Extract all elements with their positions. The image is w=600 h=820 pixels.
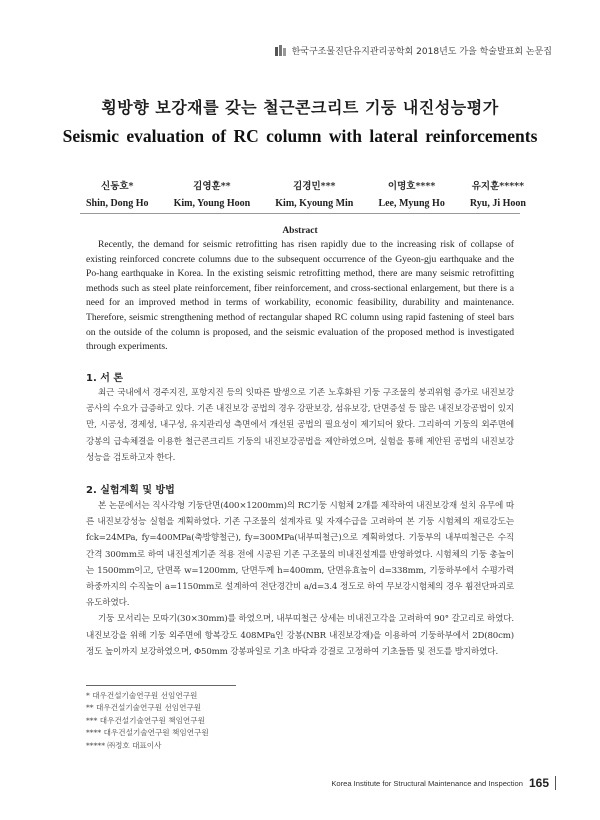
footnote: ** 대우건설기술연구원 선임연구원 bbox=[86, 703, 202, 713]
section-body-introduction bbox=[86, 385, 514, 466]
paragraph: 기둥 모서리는 모따기(30×30mm)를 하였으며, 내부띠철근 상세는 비내진고각을 고려하여 90° 갈고리로 하였다. 내진보강을 위해 기둥 외주면에 항복강도 408MPa인 강봉(NBR 내진보강재)을 이용하여 기둥하부에서 2D(80cm)정도 높이까지 보강하였으며, Φ50mm 강봉파일로 기초 바닥과 강결로 고정하여 기초들뜸 및 전도를 방지하였다. bbox=[86, 614, 514, 657]
page-footer bbox=[331, 776, 556, 790]
author-name-english: Shin, Dong Ho bbox=[86, 198, 149, 209]
footnote: *** 대우건설기술연구원 책임연구원 bbox=[86, 715, 205, 725]
footnotes bbox=[86, 690, 209, 752]
section-title-experiment: 2. 실험계획 및 방법 bbox=[86, 485, 175, 496]
footer-institution: Korea Institute for Structural Maintenance and Inspection bbox=[331, 778, 523, 788]
author bbox=[86, 178, 149, 212]
journal-name: 한국구조물진단유지관리공학회 2018년도 가을 학술발표회 논문집 bbox=[291, 47, 552, 57]
journal-logo-icon bbox=[275, 45, 288, 56]
author-name-english: Kim, Young Hoon bbox=[173, 198, 251, 209]
author-name-english: Ryu, Ji Hoon bbox=[469, 198, 526, 209]
footnote: ***** ㈜정호 대표이사 bbox=[86, 740, 162, 750]
author-name-korean: 김영훈** bbox=[193, 181, 231, 192]
section-title-introduction: 1. 서 론 bbox=[86, 373, 124, 384]
author-list bbox=[86, 178, 526, 212]
author-name-korean: 김경민*** bbox=[293, 181, 336, 192]
abstract-heading: Abstract bbox=[282, 226, 318, 236]
author bbox=[275, 178, 353, 212]
author-name-korean: 신동호* bbox=[101, 181, 134, 192]
abstract-text: Recently, the demand for seismic retrofitting has risen rapidly due to the increasing risk of collapse of existing reinforced concrete columns due to the subsequent occurrence of the Gyeon-gju earthquake and the Po-hang earthquake in Korea. In the existing seismic retrofitting method, there are many seismic retrofitting methods such as steel plate reinforcement, fiber reinforcement, and cross-sectional enlargement, but there is a need for an improved method in terms of workability, economic feasibility, durability and maintenance. Therefore, seismic strengthening method of rectangular shaped RC column using rapid fastening of steel bars on the outside of the column is proposed, and the seismic evaluation of the proposed method is investigated through experiments. bbox=[86, 239, 514, 353]
footnote: **** 대우건설기술연구원 책임연구원 bbox=[86, 728, 209, 738]
page-number: 165 bbox=[529, 776, 556, 790]
section-body-experiment bbox=[86, 498, 514, 660]
author bbox=[174, 178, 251, 212]
paragraph: 최근 국내에서 경주지진, 포항지진 등의 잇따른 발생으로 기존 노후화된 기둥 구조물의 붕괴위험 증가로 내진보강공사의 수요가 급증하고 있다. 기존 내진보강 공법의 경우 강판보강, 섬유보강, 단면증설 등 많은 내진보강공법이 있지만, 시공성, 경제성, 내구성, 유지관리성 측면에서 개선된 공법의 필요성이 제기되어 왔다. 그리하여 기둥의 외주면에 강봉의 급속체결을 이용한 철근콘크리트 기둥의 내진보강공법을 제안하였으며, 실험을 통해 제안된 공법의 내진보강성능을 검토하고자 한다. bbox=[86, 388, 514, 463]
author-name-english: Lee, Myung Ho bbox=[378, 198, 445, 209]
footnote-divider bbox=[86, 685, 236, 686]
author-name-korean: 유지훈***** bbox=[471, 181, 525, 192]
footnote: * 대우건설기술연구원 선임연구원 bbox=[86, 691, 198, 700]
paragraph: 본 논문에서는 직사각형 기둥단면(400×1200mm)의 RC기둥 시험체 2개를 제작하여 내진보강재 설치 유무에 따른 내진보강성능 실험을 계획하였다. 기존 구조물의 설계자료 및 자재수급을 고려하여 본 기둥 시험체의 재료강도는 fck=24MPa, fy=400MPa(축방향철근), fy=300MPa(내부띠철근)으로 계획하였다. 기둥부의 내부띠철근은 수직간격 300mm로 하여 내진설계기준 적용 전에 시공된 기존 구조물의 비내진설계를 반영하였다. 시험체의 기둥 총높이는 1500mm이고, 단면폭 w=1200mm, 단면두께 h=400mm, 단면유효높이 d=338mm, 기둥하부에서 수평가력하중까지의 수직높이 a=1150mm로 설계하여 전단경간비 a/d=3.4 정도로 하여 무보강시험체의 경우 휨전단파괴로 유도하였다. bbox=[86, 501, 514, 609]
author bbox=[470, 178, 526, 212]
author-name-english: Kim, Kyoung Min bbox=[275, 198, 354, 209]
author-name-korean: 이명호**** bbox=[387, 181, 436, 192]
divider bbox=[80, 213, 520, 214]
title-english: Seismic evaluation of RC column with lateral reinforcements bbox=[62, 126, 538, 146]
title-korean: 횡방향 보강재를 갖는 철근콘크리트 기둥 내진성능평가 bbox=[101, 98, 499, 117]
author bbox=[378, 178, 444, 212]
journal-header bbox=[275, 44, 552, 57]
